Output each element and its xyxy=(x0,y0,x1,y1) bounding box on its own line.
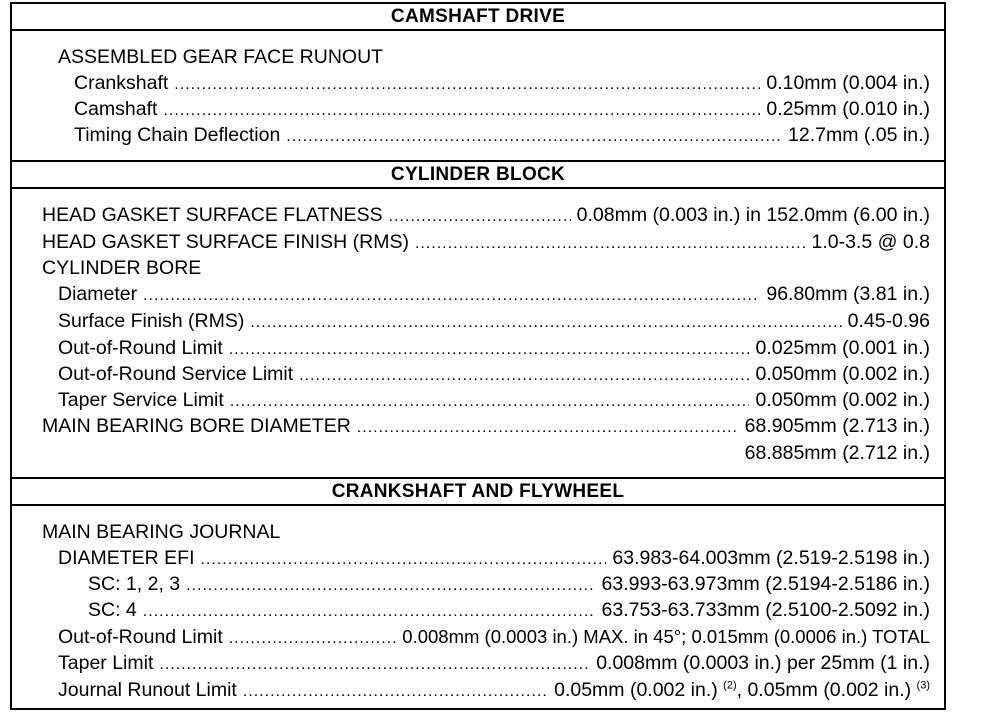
spec-row-taper-service-limit: Taper Service Limit ..... 0.050mm (0.002 in.) xyxy=(58,387,930,413)
spec-row-sc-1-2-3: SC: 1, 2, 3 ..... 63.993-63.973mm (2.5194-2.5186 in.) xyxy=(88,571,930,597)
spec-row-main-bearing-bore-diameter: MAIN BEARING BORE DIAMETER ..... 68.905mm (2.713 in.) xyxy=(42,413,930,439)
section-title-crankshaft-flywheel: CRANKSHAFT AND FLYWHEEL xyxy=(12,477,944,506)
spec-row-surface-finish: Surface Finish (RMS) ..... 0.45-0.96 xyxy=(58,308,930,334)
spec-row-main-bearing-bore-diameter-max: 68.885mm (2.712 in.) xyxy=(744,442,930,464)
group-label-cylinder-bore: CYLINDER BORE xyxy=(42,257,202,279)
group-label-gear-face-runout: ASSEMBLED GEAR FACE RUNOUT xyxy=(58,46,384,68)
spec-row-head-gasket-finish: HEAD GASKET SURFACE FINISH (RMS) ..... 1.0-3.5 @ 0.8 xyxy=(42,229,930,255)
spec-row-diameter-efi: DIAMETER EFI ..... 63.983-64.003mm (2.519-2.5198 in.) xyxy=(58,545,930,571)
group-label-main-bearing-journal: MAIN BEARING JOURNAL xyxy=(42,521,281,543)
section-title-cylinder-block: CYLINDER BLOCK xyxy=(12,160,944,189)
footnote-ref-3: (3) xyxy=(916,679,930,692)
spec-row-timing-chain-deflection: Timing Chain Deflection ..... 12.7mm (.05 in.) xyxy=(74,122,930,148)
spec-row-head-gasket-flatness: HEAD GASKET SURFACE FLATNESS ..... 0.08mm (0.003 in.) in 152.0mm (6.00 in.) xyxy=(42,202,930,228)
spec-row-bore-diameter: Diameter ..... 96.80mm (3.81 in.) xyxy=(58,281,930,307)
spec-row-out-of-round-service-limit: Out-of-Round Service Limit ..... 0.050mm (0.002 in.) xyxy=(58,361,930,387)
spec-row-sc-4: SC: 4 ..... 63.753-63.733mm (2.5100-2.5092 in.) xyxy=(88,597,930,623)
spec-row-crankshaft: Crankshaft ..... 0.10mm (0.004 in.) xyxy=(74,70,930,96)
spec-row-camshaft: Camshaft ..... 0.25mm (0.010 in.) xyxy=(74,96,930,122)
spec-row-taper-limit: Taper Limit ..... 0.008mm (0.0003 in.) per 25mm (1 in.) xyxy=(58,650,930,676)
journal-runout-values: 0.05mm (0.002 in.) $^{(2)}$, 0.05mm (0.002 in.) $^{(3)}$ xyxy=(554,679,930,701)
spec-row-journal-out-of-round-limit: Out-of-Round Limit ..... 0.008mm (0.0003 in.) MAX. in 45°; 0.015mm (0.0006 in.) TOTAL xyxy=(58,624,930,650)
spec-row-journal-runout-limit: Journal Runout Limit ..... 0.05mm (0.002 in.) $^{(2)}$, 0.05mm (0.002 in.) $^{(3)}$ xyxy=(58,677,930,703)
spec-row-out-of-round-limit: Out-of-Round Limit ..... 0.025mm (0.001 in.) xyxy=(58,335,930,361)
section-title-camshaft-drive: CAMSHAFT DRIVE xyxy=(12,2,944,31)
footnote-ref-2: (2) xyxy=(723,679,737,692)
spec-table xyxy=(10,2,946,710)
